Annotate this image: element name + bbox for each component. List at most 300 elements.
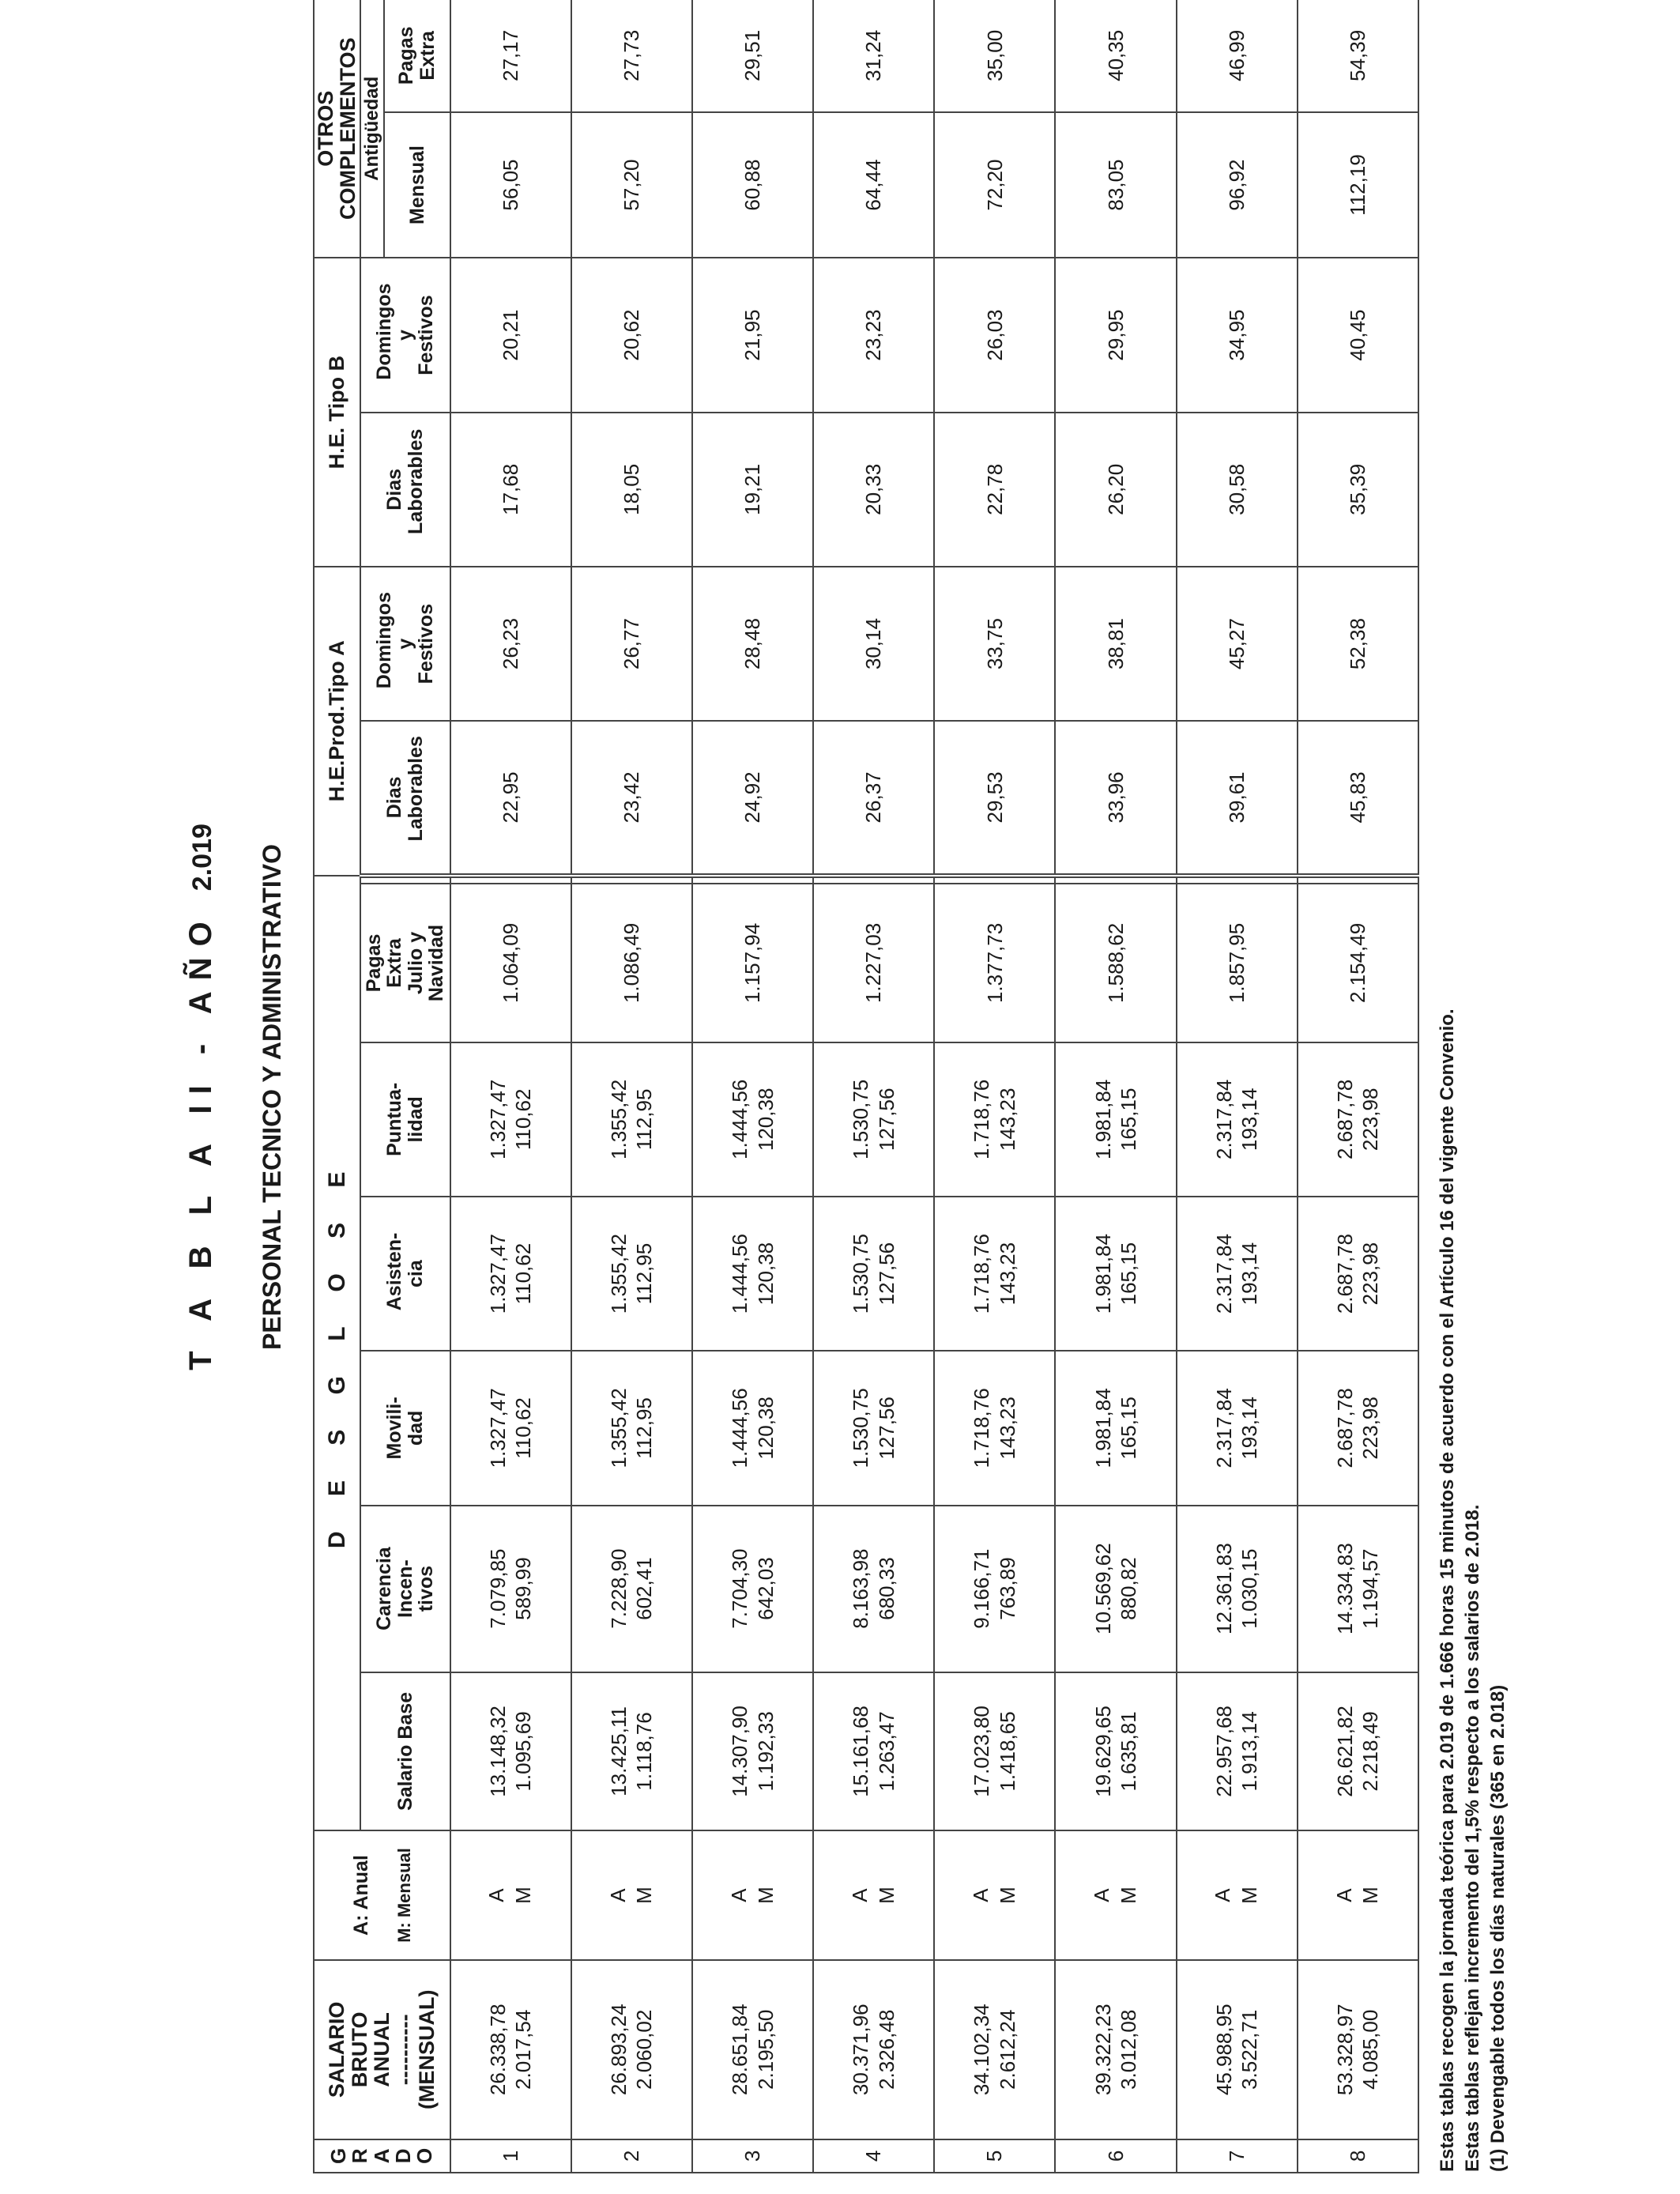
- salario-dash: ----------: [392, 2014, 416, 2086]
- grado-letter: G: [326, 2147, 351, 2165]
- header-grado: [314, 2139, 450, 2173]
- cell-grado: 6: [1055, 2139, 1176, 2173]
- cell-asi_a: [934, 1197, 1055, 1351]
- cell-mov_a: [813, 1351, 934, 1505]
- am-mensual-label: M: Mensual: [394, 1848, 414, 1943]
- header-hb-domingos: Domingos y Festivos: [360, 258, 450, 412]
- cell-bruto_anual: [934, 1960, 1055, 2139]
- value: 54,39: [1346, 29, 1370, 81]
- value-monthly: 193,14: [1237, 1242, 1262, 1306]
- value: 29,95: [1103, 309, 1128, 361]
- cell-pagas: [692, 884, 813, 1042]
- value: 23,23: [861, 309, 886, 361]
- value-monthly: 165,15: [1117, 1242, 1141, 1306]
- cell-hb_dom: [813, 258, 934, 412]
- cell-base_a: [1298, 1672, 1418, 1831]
- cell-ant_mensual: [1055, 112, 1176, 258]
- header-carencia: Carencia Incen- tivos: [360, 1506, 450, 1672]
- value-annual: 1.718,76: [970, 1079, 994, 1159]
- cell-pun_a: [813, 1042, 934, 1197]
- value-monthly: M: [874, 1887, 898, 1904]
- cell-hb_dom: [1298, 258, 1418, 412]
- value: 1.157,94: [740, 922, 765, 1004]
- cell-car_a: [1055, 1506, 1176, 1672]
- cell-pun_a: [1055, 1042, 1176, 1197]
- value: 26,37: [861, 771, 886, 824]
- cell-spacer: [1055, 876, 1176, 884]
- cell-hb_dom: [571, 258, 692, 412]
- cell-ant_mensual: [813, 112, 934, 258]
- value: 29,53: [982, 771, 1007, 824]
- value-monthly: 3.012,08: [1117, 2009, 1141, 2090]
- am-anual-label: A: Anual: [349, 1855, 372, 1936]
- cell-hb_dias: [813, 413, 934, 567]
- note-3: (1) Devengable todos los días naturales (365 en 2.018): [1487, 1684, 1509, 2172]
- header-spacer: [360, 876, 450, 884]
- cell-hb_dias: [571, 413, 692, 567]
- cell-base_a: [571, 1672, 692, 1831]
- value: 17,68: [499, 463, 523, 515]
- value-annual: 1.444,56: [728, 1234, 752, 1314]
- value-annual: A: [484, 1888, 509, 1902]
- cell-hb_dias: [692, 413, 813, 567]
- value: 1.377,73: [982, 922, 1007, 1004]
- cell-car_a: [1177, 1506, 1298, 1672]
- value-annual: 13.425,11: [606, 1706, 631, 1796]
- value: 30,14: [861, 618, 886, 670]
- value: 20,62: [620, 309, 644, 361]
- cell-ant_mensual: [934, 112, 1055, 258]
- cell-a: [1177, 1830, 1298, 1960]
- header-pagas-extra: Pagas Extra Julio y Navidad: [360, 884, 450, 1042]
- header-ha-domingos: Domingos y Festivos: [360, 567, 450, 721]
- cell-bruto_anual: [450, 1960, 571, 2139]
- value-monthly: 1.030,15: [1237, 1548, 1262, 1629]
- cell-car_a: [1298, 1506, 1418, 1672]
- cell-ha_dias: [1055, 721, 1176, 875]
- cell-asi_a: [692, 1197, 813, 1351]
- cell-ha_dom: [1055, 567, 1176, 721]
- value: 112,19: [1346, 154, 1370, 216]
- value-annual: 1.718,76: [970, 1388, 994, 1468]
- value-monthly: 1.192,33: [753, 1711, 778, 1792]
- value: 57,20: [620, 159, 644, 211]
- value-annual: 14.307,90: [728, 1706, 752, 1797]
- value: 26,03: [982, 309, 1007, 361]
- value-annual: 1.444,56: [728, 1079, 752, 1159]
- grado-letter: O: [412, 2147, 437, 2165]
- grado-letter: A: [369, 2148, 394, 2164]
- value-annual: A: [726, 1888, 751, 1902]
- cell-pun_a: [1298, 1042, 1418, 1197]
- value-monthly: 143,23: [995, 1242, 1019, 1306]
- value-monthly: M: [995, 1887, 1019, 1904]
- cell-hb_dias: [934, 413, 1055, 567]
- value: 22,95: [499, 771, 523, 824]
- table-row: [450, 0, 571, 2173]
- cell-a: [1298, 1830, 1418, 1960]
- value: 1.588,62: [1103, 922, 1128, 1004]
- cell-car_a: [571, 1506, 692, 1672]
- value: 46,99: [1224, 29, 1249, 81]
- value-annual: 1.327,47: [485, 1079, 510, 1159]
- table-body: [450, 0, 1418, 2173]
- value-monthly: 1.118,76: [632, 1712, 657, 1791]
- header-desglose: D E S G L O S E: [314, 876, 360, 1831]
- cell-hb_dias: [1298, 413, 1418, 567]
- cell-grado: 8: [1298, 2139, 1418, 2173]
- cell-ant_mensual: [1298, 112, 1418, 258]
- value-monthly: M: [753, 1887, 778, 1904]
- value-annual: 1.981,84: [1090, 1234, 1115, 1314]
- value-annual: 2.317,84: [1211, 1079, 1236, 1159]
- value-monthly: 1.635,81: [1117, 1711, 1141, 1792]
- value-annual: A: [1332, 1888, 1356, 1902]
- table-title: [183, 0, 219, 2194]
- value-annual: 12.361,83: [1211, 1543, 1236, 1634]
- cell-base_a: [692, 1672, 813, 1831]
- value-monthly: 120,38: [753, 1242, 778, 1306]
- cell-asi_a: [571, 1197, 692, 1351]
- cell-spacer: [692, 876, 813, 884]
- value-annual: 39.322,23: [1090, 2004, 1115, 2096]
- cell-spacer: [1177, 876, 1298, 884]
- value-monthly: M: [1117, 1887, 1141, 1904]
- cell-pagas: [934, 884, 1055, 1042]
- value: 1.227,03: [861, 922, 886, 1004]
- value-annual: 26.621,82: [1332, 1706, 1357, 1797]
- cell-base_a: [1177, 1672, 1298, 1831]
- value-annual: 1.981,84: [1090, 1079, 1115, 1159]
- header-he-prod-a: H.E.Prod.Tipo A: [314, 567, 360, 876]
- cell-ha_dom: [1177, 567, 1298, 721]
- grado-letter: D: [390, 2148, 415, 2164]
- cell-ant_pagas: [571, 0, 692, 112]
- value-monthly: 2.612,24: [995, 2009, 1019, 2090]
- salario-mensual-label: (MENSUAL): [414, 1989, 439, 2110]
- cell-mov_a: [692, 1351, 813, 1505]
- value-monthly: 223,98: [1358, 1088, 1383, 1152]
- value-monthly: 763,89: [995, 1557, 1019, 1620]
- value-monthly: 193,14: [1237, 1397, 1262, 1460]
- value-annual: 10.569,62: [1090, 1543, 1115, 1634]
- value-annual: 1.327,47: [485, 1234, 510, 1314]
- value-annual: A: [969, 1888, 993, 1902]
- value: 1.086,49: [620, 922, 644, 1004]
- value: 29,51: [740, 29, 765, 81]
- value-monthly: 165,15: [1117, 1397, 1141, 1460]
- cell-ha_dias: [1177, 721, 1298, 875]
- value-annual: 17.023,80: [970, 1706, 994, 1797]
- cell-spacer: [571, 876, 692, 884]
- table-row: [1177, 0, 1298, 2173]
- cell-car_a: [450, 1506, 571, 1672]
- cell-pun_a: [692, 1042, 813, 1197]
- cell-mov_a: [1298, 1351, 1418, 1505]
- value-annual: 13.148,32: [485, 1706, 510, 1797]
- cell-spacer: [934, 876, 1055, 884]
- cell-hb_dias: [1177, 413, 1298, 567]
- cell-spacer: [450, 876, 571, 884]
- cell-ant_pagas: [1055, 0, 1176, 112]
- value-monthly: 1.913,14: [1237, 1711, 1262, 1792]
- cell-pagas: [1298, 884, 1418, 1042]
- value-annual: 1.355,42: [606, 1079, 631, 1159]
- table-row: [1055, 0, 1176, 2173]
- value: 35,00: [982, 29, 1007, 81]
- value-annual: 1.355,42: [606, 1388, 631, 1468]
- title-text: T A B L A II - AÑO: [183, 910, 218, 1370]
- cell-pagas: [813, 884, 934, 1042]
- value-monthly: 112,95: [632, 1242, 657, 1305]
- value-annual: 8.163,98: [849, 1548, 873, 1629]
- cell-grado: 3: [692, 2139, 813, 2173]
- value-annual: 1.530,75: [849, 1234, 873, 1314]
- cell-a: [934, 1830, 1055, 1960]
- cell-pun_a: [934, 1042, 1055, 1197]
- value-annual: 2.687,78: [1332, 1234, 1357, 1314]
- cell-ha_dom: [450, 567, 571, 721]
- value-monthly: 1.194,57: [1358, 1548, 1383, 1629]
- value: 35,39: [1346, 463, 1370, 515]
- value: 18,05: [620, 463, 644, 515]
- value-annual: 7.228,90: [606, 1548, 631, 1629]
- value-annual: A: [1090, 1888, 1114, 1902]
- cell-mov_a: [450, 1351, 571, 1505]
- cell-car_a: [813, 1506, 934, 1672]
- cell-ha_dom: [813, 567, 934, 721]
- value: 96,92: [1224, 159, 1249, 211]
- cell-base_a: [450, 1672, 571, 1831]
- cell-mov_a: [1177, 1351, 1298, 1505]
- cell-hb_dom: [450, 258, 571, 412]
- value-monthly: 602,41: [632, 1557, 657, 1620]
- cell-hb_dom: [1177, 258, 1298, 412]
- note-2: Estas tablas reflejan incremento del 1,5% respecto a los salarios de 2.018.: [1462, 1504, 1483, 2172]
- cell-hb_dom: [1055, 258, 1176, 412]
- value-monthly: 223,98: [1358, 1397, 1383, 1460]
- header-ha-dias: Dias Laborables: [360, 721, 450, 875]
- cell-base_a: [813, 1672, 934, 1831]
- value-monthly: 143,23: [995, 1397, 1019, 1460]
- cell-ant_pagas: [1298, 0, 1418, 112]
- cell-a: [450, 1830, 571, 1960]
- value-monthly: 589,99: [511, 1557, 536, 1620]
- cell-grado: 4: [813, 2139, 934, 2173]
- table-row: [934, 0, 1055, 2173]
- value: 24,92: [740, 771, 765, 824]
- header-antiguedad: Antigüedad: [360, 0, 384, 258]
- value-annual: 34.102,34: [970, 2004, 994, 2096]
- cell-spacer: [1298, 876, 1418, 884]
- cell-ha_dias: [450, 721, 571, 875]
- value-annual: 1.444,56: [728, 1388, 752, 1468]
- value: 34,95: [1224, 309, 1249, 361]
- cell-grado: 5: [934, 2139, 1055, 2173]
- value-monthly: 642,03: [753, 1557, 778, 1620]
- cell-ant_pagas: [450, 0, 571, 112]
- value-annual: 28.651,84: [728, 2004, 752, 2096]
- value-monthly: M: [1237, 1887, 1262, 1904]
- value: 40,35: [1103, 29, 1128, 81]
- value-annual: A: [605, 1888, 630, 1902]
- header-ant-pagas: Pagas Extra: [384, 0, 450, 112]
- table-row: [571, 0, 692, 2173]
- cell-asi_a: [450, 1197, 571, 1351]
- value-monthly: 110,62: [511, 1242, 536, 1305]
- cell-grado: 1: [450, 2139, 571, 2173]
- value: 33,96: [1103, 771, 1128, 824]
- value-monthly: 2.060,02: [632, 2009, 657, 2090]
- cell-car_a: [692, 1506, 813, 1672]
- cell-bruto_anual: [1055, 1960, 1176, 2139]
- value: 38,81: [1103, 618, 1128, 670]
- cell-asi_a: [813, 1197, 934, 1351]
- value-annual: 2.317,84: [1211, 1388, 1236, 1468]
- value: 20,21: [499, 309, 523, 361]
- table-row: [692, 0, 813, 2173]
- value-annual: 26.893,24: [606, 2004, 631, 2096]
- cell-ha_dom: [571, 567, 692, 721]
- cell-a: [1055, 1830, 1176, 1960]
- value-monthly: 112,95: [632, 1397, 657, 1459]
- value-annual: 14.334,83: [1332, 1543, 1357, 1634]
- value: 27,17: [499, 29, 523, 81]
- value: 45,27: [1224, 618, 1249, 670]
- header-am: [314, 1830, 450, 1960]
- header-salario-base: Salario Base: [360, 1672, 450, 1831]
- value: 26,23: [499, 618, 523, 670]
- value: 28,48: [740, 618, 765, 670]
- value-monthly: 680,33: [874, 1557, 898, 1620]
- value-monthly: 127,56: [874, 1397, 898, 1460]
- value: 83,05: [1103, 159, 1128, 211]
- header-hb-dias: Dias Laborables: [360, 413, 450, 567]
- value-monthly: M: [632, 1887, 657, 1904]
- cell-ant_pagas: [1177, 0, 1298, 112]
- cell-pun_a: [571, 1042, 692, 1197]
- value-annual: 1.355,42: [606, 1234, 631, 1314]
- value: 26,20: [1103, 463, 1128, 515]
- value-annual: A: [1211, 1888, 1235, 1902]
- value-monthly: 2.017,54: [511, 2009, 536, 2090]
- cell-pagas: [450, 884, 571, 1042]
- value-annual: 45.988,95: [1211, 2004, 1236, 2096]
- value: 2.154,49: [1346, 922, 1370, 1004]
- value-annual: 2.687,78: [1332, 1079, 1357, 1159]
- cell-ant_mensual: [571, 112, 692, 258]
- cell-ha_dias: [934, 721, 1055, 875]
- header-puntualidad: Puntua- lidad: [360, 1042, 450, 1197]
- cell-a: [692, 1830, 813, 1960]
- value: 60,88: [740, 159, 765, 211]
- value-monthly: 110,62: [511, 1397, 536, 1459]
- value-annual: 2.687,78: [1332, 1388, 1357, 1468]
- value: 20,33: [861, 463, 886, 515]
- cell-pun_a: [1177, 1042, 1298, 1197]
- cell-ha_dias: [813, 721, 934, 875]
- value-monthly: 165,15: [1117, 1088, 1141, 1152]
- cell-hb_dias: [1055, 413, 1176, 567]
- value: 39,61: [1224, 771, 1249, 824]
- cell-mov_a: [934, 1351, 1055, 1505]
- cell-hb_dias: [450, 413, 571, 567]
- cell-base_a: [934, 1672, 1055, 1831]
- cell-ha_dias: [571, 721, 692, 875]
- value-annual: 7.704,30: [728, 1548, 752, 1629]
- header-ant-mensual: Mensual: [384, 112, 450, 258]
- value-annual: 30.371,96: [849, 2004, 873, 2096]
- cell-hb_dom: [934, 258, 1055, 412]
- value-annual: 1.530,75: [849, 1388, 873, 1468]
- cell-mov_a: [571, 1351, 692, 1505]
- value: 26,77: [620, 618, 644, 670]
- cell-base_a: [1055, 1672, 1176, 1831]
- cell-grado: 7: [1177, 2139, 1298, 2173]
- cell-ant_pagas: [934, 0, 1055, 112]
- value-monthly: 120,38: [753, 1397, 778, 1460]
- value-monthly: 3.522,71: [1237, 2009, 1262, 2090]
- value-monthly: 2.326,48: [874, 2009, 898, 2090]
- cell-bruto_anual: [692, 1960, 813, 2139]
- value-monthly: 880,82: [1117, 1557, 1141, 1620]
- cell-pun_a: [450, 1042, 571, 1197]
- salario-bruto-label: SALARIO BRUTO ANUAL: [325, 2001, 394, 2098]
- value: 40,45: [1346, 309, 1370, 361]
- value-monthly: M: [1358, 1887, 1383, 1904]
- cell-asi_a: [1298, 1197, 1418, 1351]
- value-monthly: 110,62: [511, 1088, 536, 1151]
- cell-ant_mensual: [1177, 112, 1298, 258]
- value-annual: 7.079,85: [485, 1548, 510, 1629]
- value: 52,38: [1346, 618, 1370, 670]
- cell-ha_dom: [692, 567, 813, 721]
- value: 31,24: [861, 29, 886, 81]
- cell-bruto_anual: [1177, 1960, 1298, 2139]
- table-row: [1298, 0, 1418, 2173]
- header-asistencia: Asisten- cia: [360, 1197, 450, 1351]
- cell-bruto_anual: [813, 1960, 934, 2139]
- value-monthly: 143,23: [995, 1088, 1019, 1152]
- value-annual: 1.981,84: [1090, 1388, 1115, 1468]
- cell-pagas: [1055, 884, 1176, 1042]
- value: 30,58: [1224, 463, 1249, 515]
- value-annual: 1.718,76: [970, 1234, 994, 1314]
- header-movilidad: Movili- dad: [360, 1351, 450, 1505]
- cell-ant_mensual: [692, 112, 813, 258]
- table-row: [813, 0, 934, 2173]
- cell-grado: 2: [571, 2139, 692, 2173]
- value-annual: 26.338,78: [485, 2004, 510, 2096]
- value: 27,73: [620, 29, 644, 81]
- value-annual: 1.530,75: [849, 1079, 873, 1159]
- value-monthly: 112,95: [632, 1088, 657, 1151]
- value-monthly: 127,56: [874, 1242, 898, 1306]
- value-annual: 9.166,71: [970, 1548, 994, 1629]
- cell-ha_dias: [1298, 721, 1418, 875]
- cell-a: [813, 1830, 934, 1960]
- note-1: Estas tablas recogen la jornada teórica para 2.019 de 1.666 horas 15 minutos de acuerdo con el Artículo 16 del vigente Convenio.: [1437, 1008, 1458, 2172]
- value: 56,05: [499, 159, 523, 211]
- value: 23,42: [620, 771, 644, 824]
- salary-table: [313, 0, 1419, 2173]
- value-annual: 53.328,97: [1332, 2004, 1357, 2096]
- value: 19,21: [740, 463, 765, 515]
- cell-a: [571, 1830, 692, 1960]
- title-year: 2.019: [187, 824, 217, 892]
- cell-ant_pagas: [692, 0, 813, 112]
- value: 21,95: [740, 309, 765, 361]
